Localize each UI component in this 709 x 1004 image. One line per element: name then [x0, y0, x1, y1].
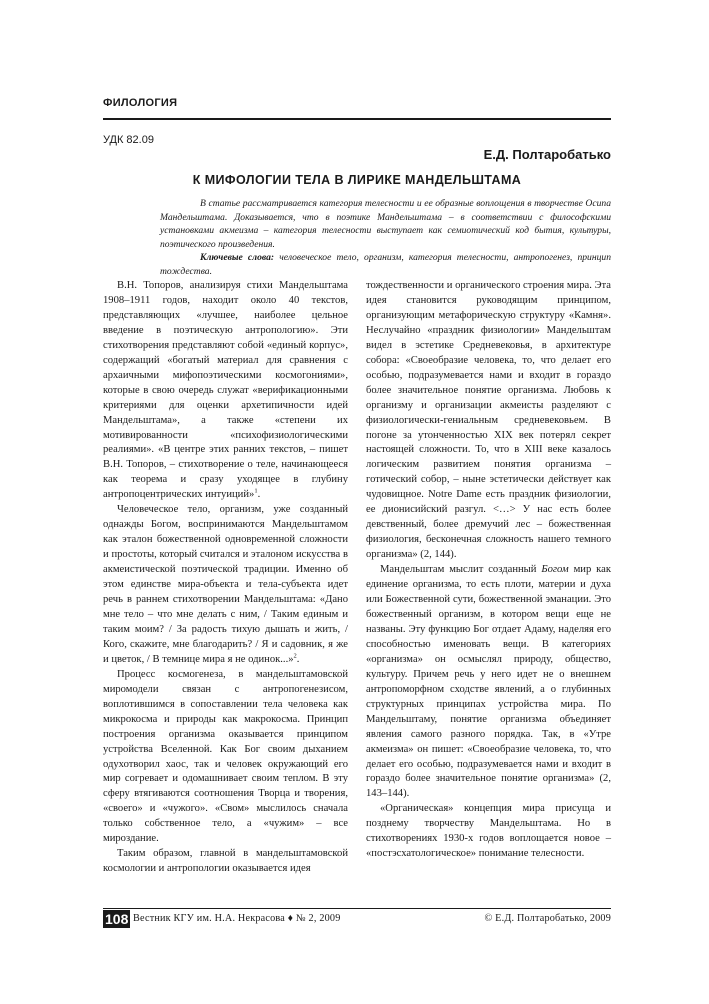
paragraph-continued: тождественности и органического строения мира. Эта идея становится руководящим принципом, организующим метафорическую структуру «Камня». Неслучайно «праздник физиологии» Мандельштам видел в эстетике Средневековья, в архитектуре собора: «Своеобразие человека, то, что делает его особью, подразумевается нами и входит в гораздо более значительное понятие организма. Любовь к организму и организации акмеисты разделяют с физиологически-гениальным средневековьем. В погоне за утонченностью XIX век потерял секрет настоящей сложности. То, что в XIII веке казалось логическим развитием понятия организма – готический собор, – ныне эстетически действует как чудовищное. Notre Dame есть праздник физиологии, ее дионисийский разгул. <…> У нас есть более девственный, более дремучий лес – божественная физиология, бесконечная сложность нашего темного организма» (2, 144).	[366, 280, 611, 561]
keywords	[160, 251, 611, 278]
copyright: © Е.Д. Полтаробатько, 2009	[484, 913, 611, 924]
header-rule	[103, 118, 611, 120]
paragraph: В.Н. Топоров, анализируя стихи Мандельштама 1908–1911 годов, находит около 40 текстов, представляющих «лучшее, наиболее цельное введение в поэтическую антропологию». Эти стихотворения представляют собой «единый корпус», содержащий «богатый материал для сравнения с архаичными мифопоэтическими космогониями», которые в свою очередь служат «верификационными критериями для оценки архетипичности идей Мандельштама», а также «степени их мотивированности «психофизиологическими реалиями». «В центре этих ранних текстов, – пишет В.Н. Топоров, – стихотворение о теле, начинающееся как теорема и сразу уходящее в глубину антропоцентрических интуиций»$^1$.	[103, 280, 348, 501]
body-column-right	[366, 279, 611, 862]
keywords-list: человеческое тело, организм, категория телесности, антропогенез, принцип тождества.	[160, 252, 611, 277]
udc-code: УДК 82.09	[103, 134, 154, 146]
paragraph: Таким образом, главной в мандельштамовской космологии и антропологии оказывается идея	[103, 848, 348, 875]
article-title: К МИФОЛОГИИ ТЕЛА В ЛИРИКЕ МАНДЕЛЬШТАМА	[192, 173, 522, 187]
footnote-ref: 2	[293, 652, 297, 660]
footer-rule	[103, 908, 611, 909]
abstract-text: В статье рассматривается категория телесности и ее образные воплощения в творчестве Осипа Мандельштама. Доказывается, что в поэтике Мандельштама – в соответствии с философскими установками акмеизма – категория телесности выступает как семиотический код бытия, культуры, поэтического произведения.	[160, 198, 611, 250]
abstract	[160, 197, 611, 279]
page-number: 108	[105, 911, 129, 927]
paragraph: Мандельштам мыслит созданный Богом мир как единение организма, то есть плоти, материи и духа или Божественной сути, божественной эманации. Это божественный организм, в котором вещи еще не названы. Эту функцию Бог отдает Адаму, наделяя его способностью именовать вещи. В категориях «организма» он осмыслял природу, общество, культуру. Причем речь у него идет не о внешнем антропоморфном сходстве явлений, а о глубинных структурных принципах устройства мира. По Мандельштаму, понятие организма объединяет явления самого разного порядка. Так, в «Утре акмеизма» он пишет: «Своеобразие человека, то, что делает его особью, подразумевается нами и входит в гораздо более значительное понятие организма» (2, 143–144).	[366, 564, 611, 800]
keywords-label: Ключевые слова:	[200, 252, 275, 264]
paragraph: Процесс космогенеза, в мандельштамовской миромодели связан с антропогенезисом, воплотившимся в сопоставлении тела человека как микрокосма и природы как макрокосма. Принцип построения организма оказывается принципом устройства Вселенной. Как Бог своим дыханием одухотворил хаос, так и человек окружающий его мир согревает и одомашнивает своим теплом. В эту сферу втягиваются соотношения Творца и творения, «своего» и «чужого». «Свом» мыслилось сначала только собственное тело, а «чужим» – все мироздание.	[103, 668, 348, 845]
article-author: Е.Д. Полтаробатько	[483, 147, 611, 162]
journal-name: Вестник КГУ им. Н.А. Некрасова ♦ № 2, 2009	[133, 913, 341, 924]
footnote-ref: 1	[254, 487, 258, 495]
paragraph: Человеческое тело, организм, уже созданный однажды Богом, воспринимаются Мандельштамом как эталон божественной одновременной сложности и простоты, который считался и эталоном искусства в акмеистической поэтической традиции. Именно об этом единстве мира-объекта и тела-субъекта идет речь в раннем стихотворении Мандельштама: «Дано мне тело – что мне делать с ним, / Таким единым и таким моим? / За радость тихую дышать и жить, / Кого, скажите, мне благодарить? / Я и садовник, я же и цветок, / В темнице мира я не одинок...»$^2$.	[103, 504, 348, 665]
section-label: ФИЛОЛОГИЯ	[103, 97, 178, 109]
paragraph: «Органическая» концепция мира присуща и позднему творчеству Мандельштама. Но в стихотворениях 1930-х годов воплощается новое – «постэсхатологическое» понимание телесности.	[366, 803, 611, 860]
emphasis: Богом	[541, 564, 569, 576]
body-column-left	[103, 279, 348, 877]
